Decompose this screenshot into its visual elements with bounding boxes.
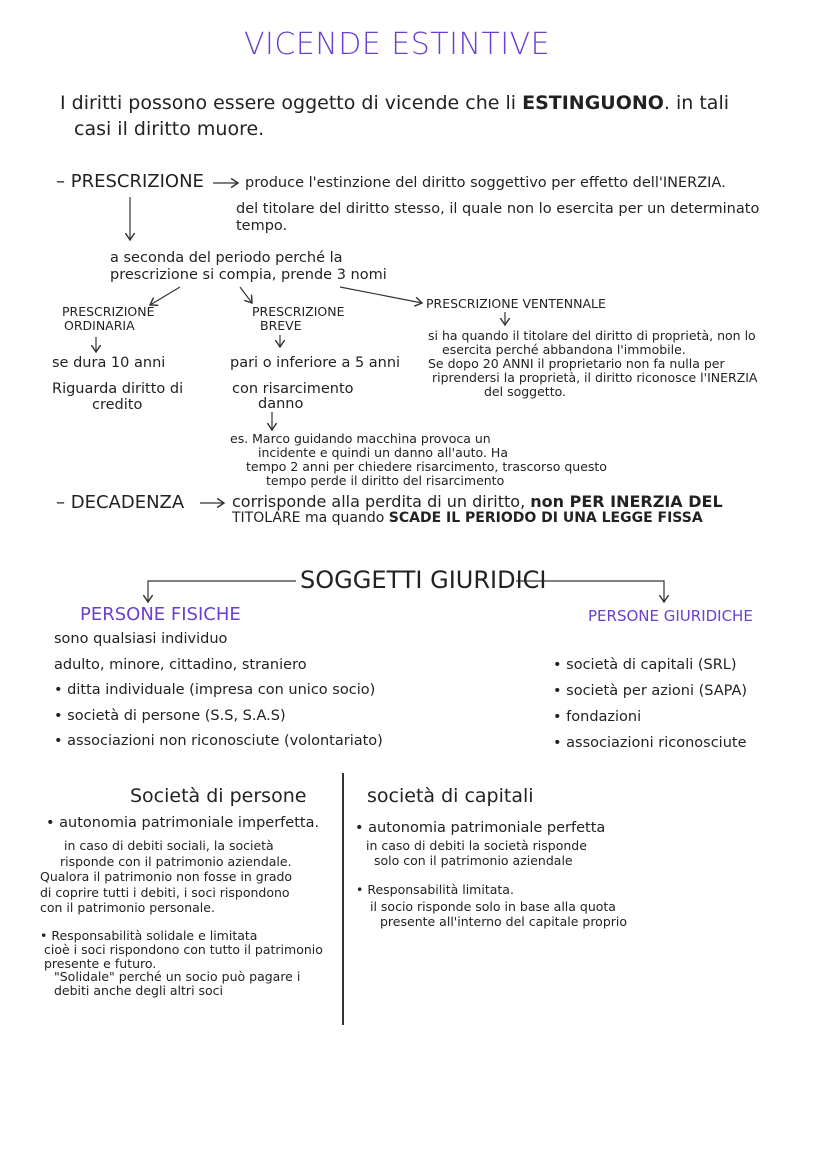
periodo-line-2: prescrizione si compia, prende 3 nomi [110, 267, 387, 283]
decadenza-text-2b: SCADE IL PERIODO DI UNA LEGGE FISSA [388, 510, 703, 526]
decadenza-heading: – DECADENZA [56, 492, 185, 513]
soggetti-title: SOGGETTI GIURIDICI [300, 566, 547, 594]
ventennale-line-5: del soggetto. [484, 384, 566, 399]
giuridiche-line: • società per azioni (SAPA) [553, 683, 748, 699]
persone-detail-line: cioè i soci rispondono con tutto il patrimonio [44, 942, 323, 957]
prescrizione-definition-3: tempo. [236, 218, 288, 234]
persone-bullet-1: • autonomia patrimoniale imperfetta. [46, 815, 320, 831]
intro-paragraph [60, 90, 729, 142]
breve-duration: pari o inferiore a 5 anni [230, 355, 401, 371]
fisiche-line: • società di persone (S.S, S.A.S) [54, 707, 286, 724]
breve-desc-2: danno [258, 396, 304, 412]
intro-text-c: . in tali [663, 92, 730, 114]
breve-title-1: PRESCRIZIONE [252, 304, 345, 319]
ventennale-line-2: esercita perché abbandona l'immobile. [442, 342, 686, 357]
ordinaria-desc-2: credito [92, 397, 143, 413]
column-divider [342, 773, 344, 1025]
prescrizione-definition-2: del titolare del diritto stesso, il quale non lo esercita per un determinato [236, 201, 760, 217]
capitali-bullet-1-detail [366, 838, 587, 868]
fisiche-line: • associazioni non riconosciute (volontariato) [54, 733, 383, 749]
capitali-bullet-2: • Responsabilità limitata. [356, 882, 514, 897]
capitali-detail-line: solo con il patrimonio aziendale [374, 853, 573, 868]
ventennale-line-3: Se dopo 20 ANNI il proprietario non fa nulla per [428, 356, 725, 371]
persone-giuridiche-title: PERSONE GIURIDICHE [588, 607, 753, 625]
breve-title-2: BREVE [260, 318, 302, 333]
intro-text-a: I diritti possono essere oggetto di vicende che li [60, 92, 523, 114]
example-line-1: es. Marco guidando macchina provoca un [230, 431, 491, 446]
ordinaria-title [62, 305, 155, 333]
intro-keyword: ESTINGUONO [522, 92, 664, 114]
societa-persone-title: Società di persone [130, 785, 307, 807]
decadenza-text-1b: non PER INERZIA DEL [530, 492, 723, 511]
breve-desc-1: con risarcimento [232, 381, 354, 397]
prescrizione-definition-1: produce l'estinzione del diritto soggettivo per effetto dell'INERZIA. [245, 175, 726, 191]
ordinaria-duration: se dura 10 anni [52, 355, 166, 371]
fisiche-line: adulto, minore, cittadino, straniero [54, 656, 307, 673]
giuridiche-line: • società di capitali (SRL) [553, 657, 737, 673]
breve-example [230, 432, 607, 488]
persone-detail-line: in caso di debiti sociali, la società [64, 838, 274, 853]
page-title: VICENDE ESTINTIVE [244, 27, 551, 62]
fisiche-line: • ditta individuale (impresa con unico socio) [54, 682, 376, 698]
persone-bullet-2: • Responsabilità solidale e limitata [40, 928, 258, 943]
capitali-bullet-1: • autonomia patrimoniale perfetta [355, 820, 606, 836]
giuridiche-line: • fondazioni [553, 709, 642, 725]
decadenza-line-2 [232, 510, 703, 526]
capitali-bullet-2-detail [370, 899, 627, 929]
capitali-detail-line: in caso di debiti la società risponde [366, 838, 587, 853]
ventennale-line-1: si ha quando il titolare del diritto di proprietà, non lo [428, 328, 756, 343]
persone-detail-line: Qualora il patrimonio non fosse in grado [40, 869, 293, 884]
persone-fisiche-title: PERSONE FISICHE [80, 604, 241, 625]
example-line-3: tempo 2 anni per chiedere risarcimento, trascorso questo [246, 459, 607, 474]
example-line-4: tempo perde il diritto del risarcimento [266, 473, 505, 488]
decadenza-text-1a: corrisponde alla perdita di un diritto, [232, 492, 526, 511]
periodo-line-1: a seconda del periodo perché la [110, 250, 343, 266]
persone-detail-line: di coprire tutti i debiti, i soci rispondono [40, 884, 290, 900]
breve-title [252, 305, 345, 333]
persone-detail-line: presente e futuro. [44, 955, 157, 971]
persone-detail-line: debiti anche degli altri soci [54, 982, 224, 998]
persone-bullet-1-detail [40, 838, 292, 916]
societa-capitali-title: società di capitali [367, 785, 534, 807]
persone-detail-line: "Solidale" perché un socio può pagare i [54, 969, 301, 984]
persone-fisiche-list [54, 627, 383, 755]
persone-detail-line: con il patrimonio personale. [40, 900, 215, 915]
persone-bullet-2-detail [44, 943, 323, 997]
ordinaria-title-1: PRESCRIZIONE [62, 304, 155, 319]
prescrizione-heading: – PRESCRIZIONE [56, 171, 204, 192]
ventennale-line-4: riprendersi la proprietà, il diritto riconosce l'INERZIA [432, 370, 758, 385]
decadenza-line-1 [232, 492, 723, 511]
intro-line2: casi il diritto muore. [74, 118, 265, 140]
ordinaria-desc-1: Riguarda diritto di [52, 381, 184, 397]
example-line-2: incidente e quindi un danno all'auto. Ha [258, 445, 508, 460]
capitali-detail-line: il socio risponde solo in base alla quota [370, 899, 616, 914]
persone-giuridiche-list [553, 652, 747, 756]
decadenza-text-2a: TITOLARE ma quando [232, 510, 385, 526]
capitali-detail-line: presente all'interno del capitale proprio [380, 914, 628, 929]
ventennale-desc [428, 329, 758, 399]
giuridiche-line: • associazioni riconosciute [553, 735, 747, 751]
ventennale-title: PRESCRIZIONE VENTENNALE [426, 296, 606, 311]
fisiche-line: sono qualsiasi individuo [54, 631, 228, 647]
ordinaria-title-2: ORDINARIA [64, 318, 135, 333]
persone-detail-line: risponde con il patrimonio aziendale. [60, 853, 292, 869]
